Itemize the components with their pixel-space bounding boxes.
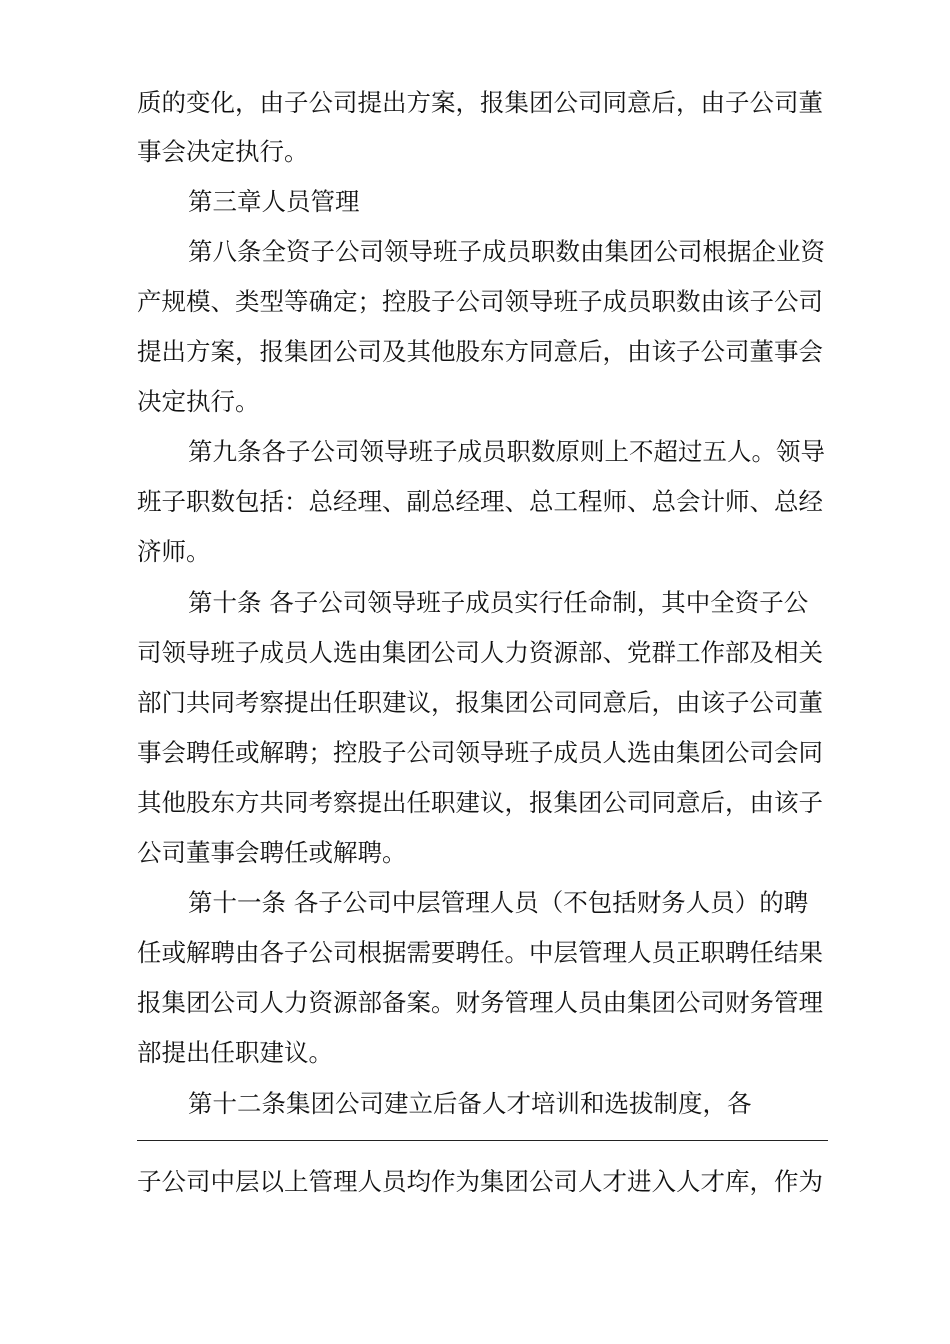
text-line: 产规模、类型等确定；控股子公司领导班子成员职数由该子公司: [137, 287, 823, 316]
text-line: 提出方案，报集团公司及其他股东方同意后，由该子公司董事会: [137, 337, 823, 366]
chapter-heading: 第三章人员管理: [188, 187, 360, 216]
text-line: 部门共同考察提出任职建议，报集团公司同意后，由该子公司董: [137, 688, 823, 717]
text-line: 班子职数包括：总经理、副总经理、总工程师、总会计师、总经: [137, 487, 823, 516]
text-line: 第十二条集团公司建立后备人才培训和选拔制度，各: [188, 1089, 752, 1118]
text-line: 公司董事会聘任或解聘。: [137, 838, 407, 867]
text-line: 子公司中层以上管理人员均作为集团公司人才进入人才库，作为: [137, 1167, 823, 1196]
text-line: 事会聘任或解聘；控股子公司领导班子成员人选由集团公司会同: [137, 738, 823, 767]
text-line: 第十条 各子公司领导班子成员实行任命制，其中全资子公: [188, 588, 809, 617]
text-line: 部提出任职建议。: [137, 1038, 333, 1067]
text-line: 第八条全资子公司领导班子成员职数由集团公司根据企业资: [188, 237, 825, 266]
text-line: 决定执行。: [137, 387, 260, 416]
text-line: 任或解聘由各子公司根据需要聘任。中层管理人员正职聘任结果: [137, 938, 823, 967]
text-line: 第十一条 各子公司中层管理人员（不包括财务人员）的聘: [188, 888, 809, 917]
text-line: 事会决定执行。: [137, 137, 309, 166]
text-line: 第九条各子公司领导班子成员职数原则上不超过五人。领导: [188, 437, 825, 466]
text-line: 司领导班子成员人选由集团公司人力资源部、党群工作部及相关: [137, 638, 823, 667]
section-divider: [137, 1140, 828, 1141]
text-line: 济师。: [137, 537, 211, 566]
text-line: 质的变化，由子公司提出方案，报集团公司同意后，由子公司董: [137, 88, 823, 117]
text-line: 其他股东方共同考察提出任职建议，报集团公司同意后，由该子: [137, 788, 823, 817]
text-line: 报集团公司人力资源部备案。财务管理人员由集团公司财务管理: [137, 988, 823, 1017]
